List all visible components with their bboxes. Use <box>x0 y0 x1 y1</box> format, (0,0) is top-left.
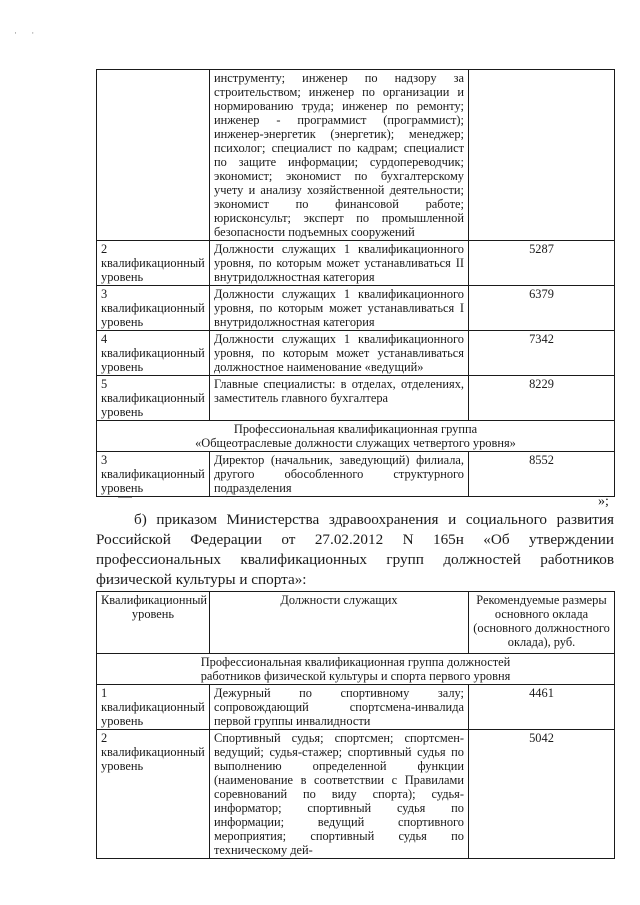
salary-table-2 <box>96 591 615 859</box>
positions-cell: инструменту; инженер по надзору за строительством; инженер по организации и нормированию труда; инженер по ремонту; инженер - программист (программист); инженер-энергетик (энергетик); менеджер; психолог; специалист по кадрам; специалист по защите информации; сурдопереводчик; экономист; экономист по бухгалтерскому учету и анализу хозяйственной деятельности; экономист по финансовой работе; юрисконсульт; эксперт по промышленной безопасности подъемных сооружений <box>210 70 469 241</box>
level-cell: 1 квалификационный уровень <box>97 685 210 730</box>
group-header-line: «Общеотраслевые должности служащих четвертого уровня» <box>195 436 516 450</box>
positions-cell: Директор (начальник, заведующий) филиала, другого обособленного структурного подразделения <box>210 452 469 497</box>
salary-cell: 8229 <box>469 376 615 421</box>
group-header-row <box>97 421 615 452</box>
salary-header: Рекомендуемые размеры основного оклада (основного должностного оклада), руб. <box>469 592 615 654</box>
salary-cell: 8552 <box>469 452 615 497</box>
table-row <box>97 241 615 286</box>
positions-cell: Дежурный по спортивному залу; сопровождающий спортсмена-инвалида первой группы инвалидности <box>210 685 469 730</box>
table-row <box>97 331 615 376</box>
closing-quote: »; <box>598 494 609 509</box>
page-corner-marks: · · <box>14 28 41 38</box>
table-row <box>97 376 615 421</box>
table-row <box>97 286 615 331</box>
header-row <box>97 592 615 654</box>
salary-cell <box>469 70 615 241</box>
positions-cell: Должности служащих 1 квалификационного уровня, по которым может устанавливаться I внутридолжностная категория <box>210 286 469 331</box>
level-cell: 2 квалификационный уровень <box>97 730 210 859</box>
positions-header: Должности служащих <box>210 592 469 654</box>
table-row <box>97 685 615 730</box>
stray-mark <box>118 497 132 498</box>
table-row <box>97 452 615 497</box>
level-cell: 4 квалификационный уровень <box>97 331 210 376</box>
level-cell: 5 квалификационный уровень <box>97 376 210 421</box>
positions-cell: Главные специалисты: в отделах, отделениях, заместитель главного бухгалтера <box>210 376 469 421</box>
group-header-line: работников физической культуры и спорта первого уровня <box>200 669 511 683</box>
order-paragraph: б) приказом Министерства здравоохранения и социального развития Российской Федерации от 27.02.2012 N 165н «Об утверждении профессиональных квалификационных групп должностей работников физической культуры и спорта»: <box>96 511 614 588</box>
salary-cell: 5287 <box>469 241 615 286</box>
group-header-line: Профессиональная квалификационная группа должностей <box>200 655 511 669</box>
group-header-line: Профессиональная квалификационная группа <box>233 422 478 436</box>
group-header-row <box>97 654 615 685</box>
level-cell: 2 квалификационный уровень <box>97 241 210 286</box>
level-cell <box>97 70 210 241</box>
group-header-cell <box>97 654 615 685</box>
salary-table-1 <box>96 69 615 497</box>
salary-cell: 7342 <box>469 331 615 376</box>
salary-cell: 6379 <box>469 286 615 331</box>
table-row <box>97 70 615 241</box>
group-header-cell <box>97 421 615 452</box>
level-cell: 3 квалификационный уровень <box>97 452 210 497</box>
level-cell: 3 квалификационный уровень <box>97 286 210 331</box>
salary-cell: 5042 <box>469 730 615 859</box>
level-header: Квалификационный уровень <box>97 592 210 654</box>
salary-cell: 4461 <box>469 685 615 730</box>
positions-cell: Должности служащих 1 квалификационного уровня, по которым может устанавливаться II внутридолжностная категория <box>210 241 469 286</box>
positions-cell: Спортивный судья; спортсмен; спортсмен-ведущий; судья-стажер; спортивный судья по выполнению определенной функции (наименование в соответствии с Правилами соревнований по виду спорта); судья-информатор; спортивный судья по информации; ведущий спортивного мероприятия; спортивный судья по техническому дей- <box>210 730 469 859</box>
table-row <box>97 730 615 859</box>
positions-cell: Должности служащих 1 квалификационного уровня, по которым может устанавливаться должностное наименование «ведущий» <box>210 331 469 376</box>
